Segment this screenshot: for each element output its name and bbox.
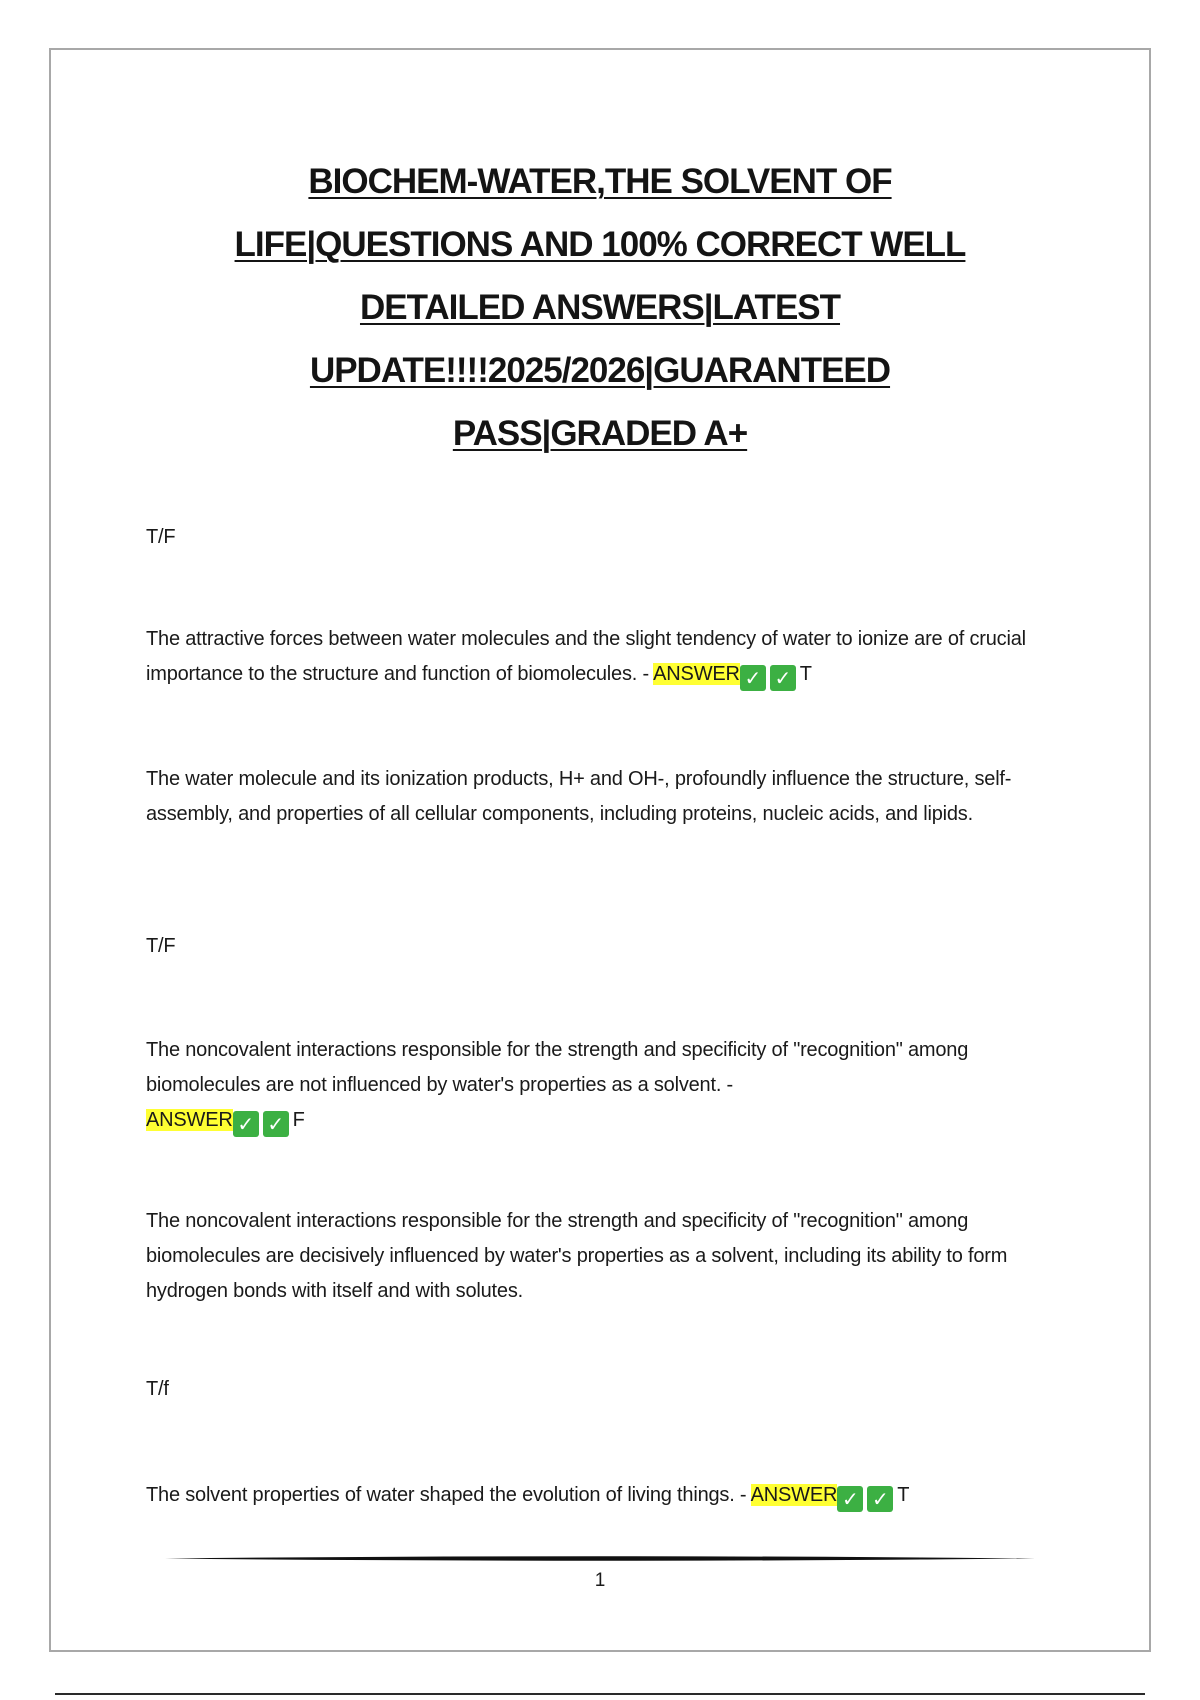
statement-text: The attractive forces between water molecules and the slight tendency of water to ionize are of crucial importance to the structure and function of biomolecules. -	[146, 628, 1026, 685]
title-line: BIOCHEM-WATER,THE SOLVENT OF	[308, 162, 892, 201]
question-type-text: T/F	[146, 935, 176, 957]
question-type-label	[146, 929, 1066, 964]
check-mark-icon: ✓	[837, 1486, 863, 1512]
answer-label: ANSWER	[653, 663, 740, 685]
question-type-text: T/f	[146, 1378, 169, 1400]
title-line: LIFE|QUESTIONS AND 100% CORRECT WELL	[234, 225, 966, 264]
title-line: PASS|GRADED A+	[452, 414, 748, 453]
answer-label: ANSWER	[750, 1484, 838, 1506]
statement-text: The noncovalent interactions responsible for the strength and specificity of "recognition" among biomolecules are not influenced by water's properties as a solvent. -	[146, 1039, 969, 1096]
question-type-label	[146, 520, 1066, 555]
answer-explanation	[146, 1204, 1066, 1309]
title-line: DETAILED ANSWERS|LATEST	[359, 288, 841, 327]
answer-value: T	[897, 1484, 910, 1506]
check-mark-icon: ✓	[867, 1486, 893, 1512]
question-statement	[146, 1033, 1066, 1138]
explanation-text: The noncovalent interactions responsible for the strength and specificity of "recognition" among biomolecules are decisively influenced by water's properties as a solvent, including its ability to form hydrogen bonds with itself and with solutes.	[146, 1210, 1008, 1302]
check-mark-icon: ✓	[740, 665, 766, 691]
question-statement	[146, 1478, 1066, 1513]
page-number: 1	[594, 1570, 606, 1591]
document-title	[120, 150, 1080, 465]
explanation-text: The water molecule and its ionization products, H+ and OH-, profoundly influence the structure, self-assembly, and properties of all cellular components, including proteins, nucleic acids, and lipids.	[146, 768, 1012, 825]
check-mark-icon: ✓	[263, 1111, 289, 1137]
answer-label: ANSWER	[146, 1109, 233, 1131]
footer-divider	[165, 1555, 1035, 1562]
answer-value: F	[292, 1109, 305, 1131]
answer-explanation	[146, 762, 1066, 832]
title-line: UPDATE!!!!2025/2026|GUARANTEED	[309, 351, 891, 390]
check-mark-icon: ✓	[770, 665, 796, 691]
check-mark-icon: ✓	[233, 1111, 259, 1137]
question-type-label	[146, 1372, 1066, 1407]
question-type-text: T/F	[146, 526, 176, 548]
bottom-rule	[55, 1693, 1145, 1695]
statement-text: The solvent properties of water shaped the evolution of living things. -	[146, 1484, 751, 1506]
question-statement	[146, 622, 1066, 692]
answer-value: T	[799, 663, 812, 685]
